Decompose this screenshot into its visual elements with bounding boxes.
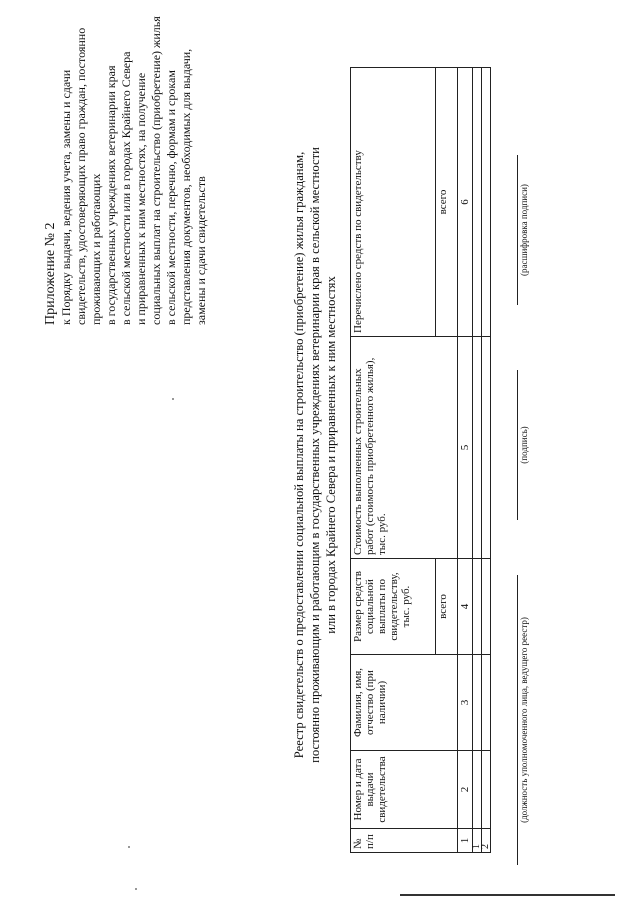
row-doc xyxy=(482,751,491,829)
row-doc xyxy=(473,751,482,829)
subheader-transferred-total: всего xyxy=(436,68,458,337)
column-number: 3 xyxy=(458,655,473,751)
header-num: № п/п xyxy=(351,829,458,853)
appendix-line: в сельской местности, перечню, формам и срокам xyxy=(164,70,178,325)
position-caption: (должность уполномоченного лица, ведущего реестр) xyxy=(519,617,529,823)
table-header-row xyxy=(351,68,436,853)
appendix-title: Приложение № 2 xyxy=(43,222,58,325)
header-doc: Номер и дата выдачи свидетельства xyxy=(351,751,458,829)
row-name xyxy=(482,655,491,751)
appendix-line: свидетельств, удостоверяющих право граждан, постоянно xyxy=(74,27,88,325)
column-number: 6 xyxy=(458,68,473,337)
register-title-line: Реестр свидетельств о предоставлении социальной выплаты на строительство (приобретение) жилья гражданам, xyxy=(292,151,306,759)
appendix-line: проживающих и работающих xyxy=(89,173,103,325)
appendix-line: представления документов, необходимых для выдачи, xyxy=(179,48,193,325)
signature-line xyxy=(517,370,518,520)
header-cost: Стоимость выполненных строительных работ (стоимость приобретенного жилья), тыс. руб. xyxy=(351,337,458,559)
row-transferred xyxy=(473,68,482,337)
table-row xyxy=(482,68,491,853)
register-title xyxy=(291,25,339,885)
decoding-caption: (расшифровка подписи) xyxy=(519,184,529,276)
row-name xyxy=(473,655,482,751)
row-amount xyxy=(482,559,491,655)
signature-block xyxy=(505,45,537,865)
register-title-line: или в городах Крайнего Севера и приравненных к ним местностях xyxy=(324,276,338,634)
appendix-line: в государственных учреждениях ветеринарии края xyxy=(104,65,118,325)
header-name: Фамилия, имя, отчество (при наличии) xyxy=(351,655,458,751)
register-title-line: постоянно проживающим и работающим в государственных учреждениях ветеринарии края в сельской местности xyxy=(308,147,322,763)
row-amount xyxy=(473,559,482,655)
appendix-line: к Порядку выдачи, ведения учета, замены и сдачи xyxy=(59,69,73,325)
subheader-amount-total: всего xyxy=(436,559,458,655)
position-line xyxy=(517,575,518,865)
row-num: 2 xyxy=(482,829,491,853)
scan-speck xyxy=(135,888,137,890)
scan-bottom-rule xyxy=(400,894,615,896)
header-transferred: Перечислено средств по свидетельству xyxy=(351,68,436,337)
scan-speck xyxy=(128,846,130,848)
appendix-line: в сельской местности или в городах Крайнего Севера xyxy=(119,51,133,325)
header-amount: Размер средств социальной выплаты по свидетельству, тыс. руб. xyxy=(351,559,436,655)
appendix-line: и приравненных к ним местностях, на получение xyxy=(134,72,148,325)
signature-caption: (подпись) xyxy=(519,426,529,464)
appendix-block xyxy=(42,16,209,325)
table-row xyxy=(473,68,482,853)
register-table xyxy=(350,67,491,853)
column-number: 5 xyxy=(458,337,473,559)
row-transferred xyxy=(482,68,491,337)
scan-speck xyxy=(172,398,174,400)
column-number: 4 xyxy=(458,559,473,655)
row-cost xyxy=(473,337,482,559)
column-number-row xyxy=(458,68,473,853)
column-number: 2 xyxy=(458,751,473,829)
appendix-line: социальных выплат на строительство (приобретение) жилья xyxy=(149,16,163,325)
column-number: 1 xyxy=(458,829,473,853)
row-cost xyxy=(482,337,491,559)
appendix-line: замены и сдачи свидетельств xyxy=(194,176,208,325)
row-num: 1 xyxy=(473,829,482,853)
decoding-line xyxy=(517,155,518,305)
